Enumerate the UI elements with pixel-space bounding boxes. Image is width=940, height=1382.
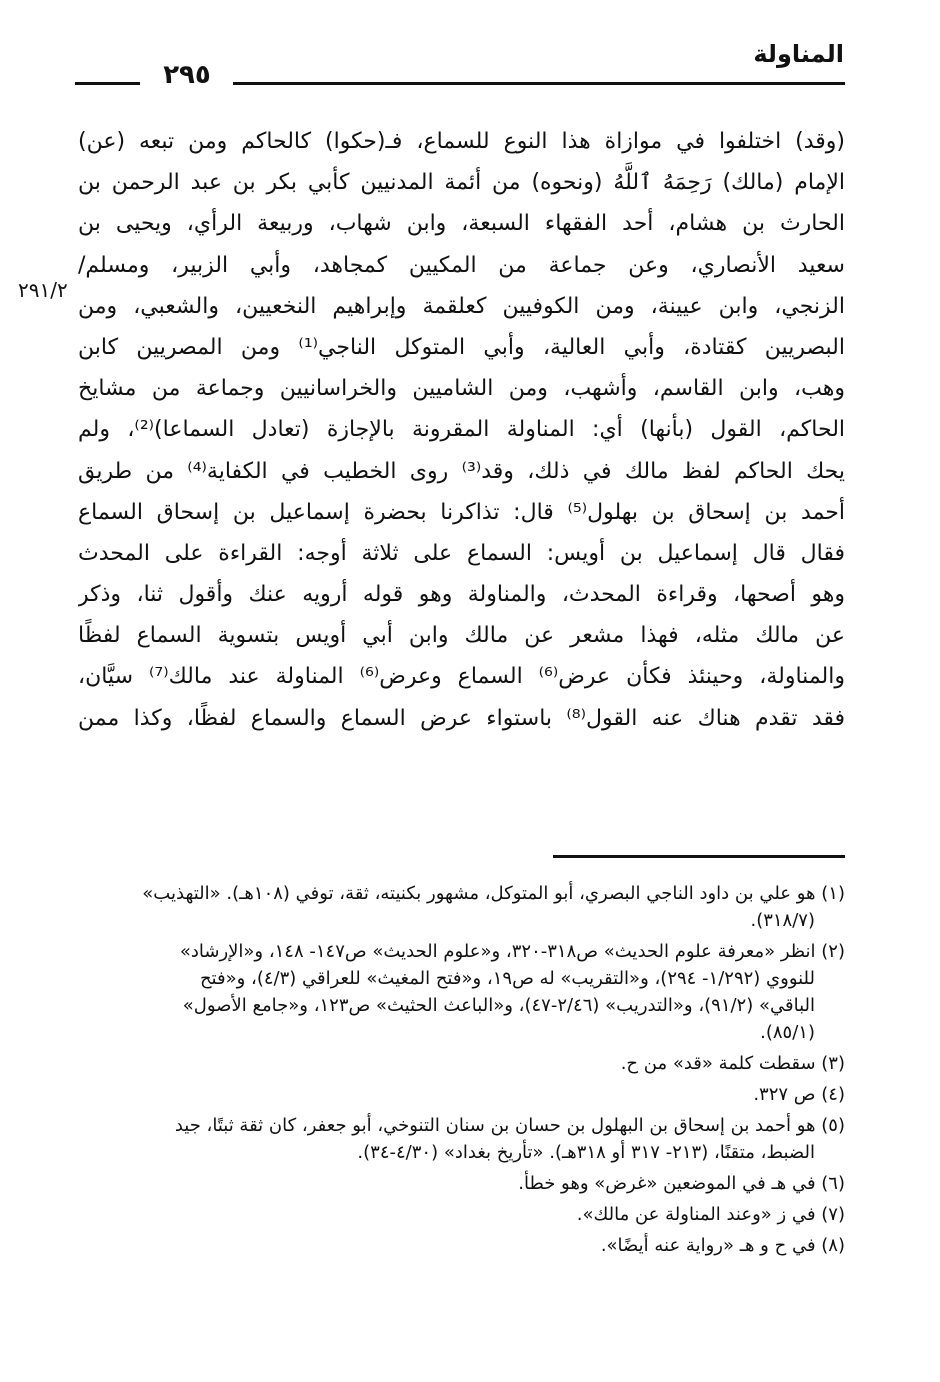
- main-text-line: وهو أصحها، وقراءة المحدث، والمناولة وهو قوله أرويه عنك وأقول ثنا، وذكر: [78, 582, 845, 608]
- footnote-2: [72, 938, 845, 1046]
- footnote-4: [72, 1081, 845, 1108]
- main-text-line: سعيد الأنصاري، وعن جماعة من المكيين كمجاهد، وأبي الزبير، ومسلم/: [78, 252, 845, 278]
- footnote-line: الباقي» (٩١/٢)، و«التدريب» (٢/٤٦-٤٧)، و«الباعث الحثيث» ص١٢٣، و«جامع الأصول»: [182, 995, 815, 1016]
- footnote-line: (١) هو علي بن داود الناجي البصري، أبو المتوكل، مشهور بكنيته، ثقة، توفي (١٠٨هـ). «التهذيب»: [142, 883, 845, 904]
- page-number: ٢٩٥: [163, 60, 211, 90]
- footnote-3: [72, 1050, 845, 1077]
- footnote-line: (٣) سقطت كلمة «قد» من ح.: [620, 1053, 845, 1074]
- footnotes-block: [72, 880, 845, 1263]
- main-text-line: عن مالك مثله، فهذا مشعر عن مالك وابن أبي أويس بتسوية السماع لفظًا: [78, 623, 845, 649]
- main-text-line: أحمد بن إسحاق بن بهلول⁽⁵⁾ قال: تذاكرنا بحضرة إسماعيل بن إسحاق السماع: [78, 499, 845, 525]
- running-header-title: المناولة: [753, 40, 844, 68]
- footnote-5: [72, 1112, 845, 1166]
- main-text-line: (وقد) اختلفوا في موازاة هذا النوع للسماع، فـ(حكوا) كالحاكم ومن تبعه (عن): [78, 129, 845, 154]
- main-text-line: الزنجي، وابن عيينة، ومن الكوفيين كعلقمة وإبراهيم النخعيين، والشعبي، ومن: [78, 293, 845, 319]
- main-text-line: وهب، وابن القاسم، وأشهب، ومن الشاميين والخراسانيين وجماعة من مشايخ: [78, 376, 845, 402]
- footnote-line: (٧) في ز «وعند المناولة عن مالك».: [576, 1204, 845, 1225]
- footnote-line: (٨٥/١).: [760, 1022, 815, 1043]
- main-text-block: [78, 121, 845, 739]
- footnote-7: [72, 1201, 845, 1228]
- footnote-line: (٨) في ح و هـ «رواية عنه أيضًا».: [600, 1235, 845, 1256]
- margin-reference: ٢٩١/٢: [18, 278, 68, 302]
- main-text-line: البصريين كقتادة، وأبي العالية، وأبي المتوكل الناجي⁽¹⁾ ومن المصريين كابن: [78, 334, 845, 360]
- main-text-line: والمناولة، وحينئذ فكأن عرض⁽⁶⁾ السماع وعرض⁽⁶⁾ المناولة عند مالك⁽⁷⁾ سيَّان،: [78, 664, 845, 690]
- header-rule-left: [75, 82, 140, 85]
- footnote-1: [72, 880, 845, 934]
- main-text-line: الحارث بن هشام، أحد الفقهاء السبعة، وابن شهاب، وربيعة الرأي، ويحيى بن: [78, 211, 845, 237]
- header-rule-right: [233, 82, 845, 85]
- footnote-line: (٦) في هـ في الموضعين «غرض» وهو خطأ.: [518, 1173, 845, 1194]
- main-text-line: الإمام (مالك) رَحِمَهُ ٱللَّهُ (ونحوه) من أئمة المدنيين كأبي بكر بن عبد الرحمن بن: [78, 170, 845, 196]
- footnote-line: (٥) هو أحمد بن إسحاق بن البهلول بن حسان بن سنان التنوخي، أبو جعفر، كان ثقة ثبتًا، جيد: [174, 1115, 845, 1136]
- main-text-line: فقد تقدم هناك عنه القول⁽⁸⁾ باستواء عرض السماع والسماع لفظًا، وكذا ممن: [78, 705, 845, 731]
- footnote-6: [72, 1170, 845, 1197]
- main-text-line: يحك الحاكم لفظ مالك في ذلك، وقد⁽³⁾ روى الخطيب في الكفاية⁽⁴⁾ من طريق: [78, 458, 845, 484]
- footnote-line: للنووي (١/٢٩٢- ٢٩٤)، و«التقريب» له ص١٩، و«فتح المغيث» للعراقي (٤/٣)، و«فتح: [199, 968, 815, 989]
- main-text-line: فقال قال إسماعيل بن أويس: السماع على ثلاثة أوجه: القراءة على المحدث: [78, 540, 845, 566]
- footnote-line: (٣١٨/٧).: [750, 910, 815, 931]
- main-text-line: الحاكم، القول (بأنها) أي: المناولة المقرونة بالإجازة (تعادل السماعا)⁽²⁾، ولم: [78, 417, 845, 443]
- footnote-line: (٢) انظر «معرفة علوم الحديث» ص٣١٨-٣٢٠، و«علوم الحديث» ص١٤٧- ١٤٨، و«الإرشاد»: [179, 941, 845, 962]
- footnote-line: (٤) ص ٣٢٧.: [753, 1084, 845, 1105]
- footnote-separator: [553, 855, 845, 858]
- footnote-line: الضبط، متقنًا، (٢١٣- ٣١٧ أو ٣١٨هـ). «تأريخ بغداد» (٤/٣٠-٣٤).: [357, 1142, 815, 1163]
- footnote-8: [72, 1232, 845, 1259]
